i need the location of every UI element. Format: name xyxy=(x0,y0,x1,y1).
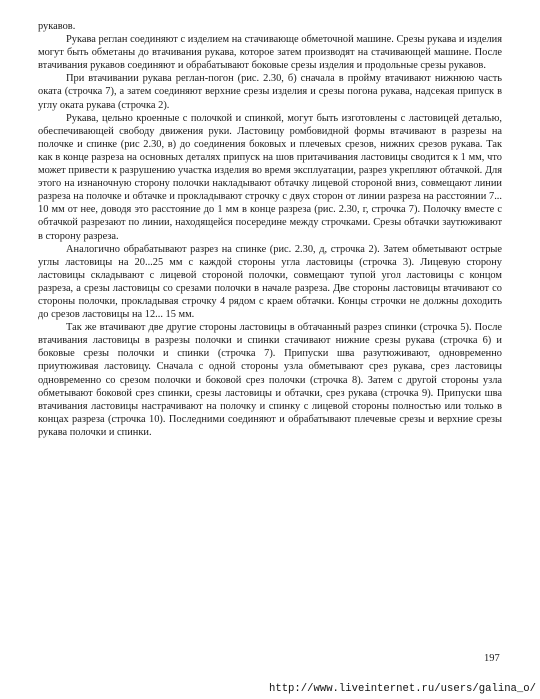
footer-url: http://www.liveinternet.ru/users/galina_o/ xyxy=(268,683,536,695)
paragraph-back-slit: Аналогично обрабатывают разрез на спинке (рис. 2.30, д, строчка 2). Затем обметывают острые углы ластовицы на 20...25 мм с каждой стороны угла ластовицы (строчка 3). Лицевую сторону ластовицы складывают с лицевой стороной полочки, совмещают тупой угол ластовицы с концом разреза, а срезы ластовицы со срезами полочки в начале разреза. Две стороны ластовицы втачивают со стороны полочки, прокладывая строчку 4 рядом с краем обтачки. Концы строчки не должны доходить до срезов ластовицы на 12... 15 мм. xyxy=(38,243,502,321)
paragraph-other-sides: Так же втачивают две другие стороны ластовицы в обтачанный разрез спинки (строчка 5). После втачивания ластовицы в разрезы полочки и спинки стачивают нижние срезы рукава (строчка 6) и боковые срезы полочки и спинки (строчка 7). Припуски шва разутюживают, одновременно приутюживая ластовицу. Сначала с одной стороны узла обметывают срез рукава, срез ластовицы одновременно со срезом полочки и боковой срез полочки (строчка 8). Затем с другой стороны узла обметывают боковой срез спинки, срезы ластовицы и обтачки, срез рукава (строчка 9). Припуски шва втачивания ластовицы настрачивают на полочку и спинку с лицевой стороны полностью или только в концах разреза (строчка 10). Последними соединяют и обрабатывают плечевые срезы и верхние срезы рукава полочки и спинки. xyxy=(38,322,502,438)
paragraph-gusset: Рукава, цельно кроенные с полочкой и спинкой, могут быть изготовлены с ластовицей деталью, обеспечивающей свободу движения руки. Ластовицу ромбовидной формы втачивают в разрезы на полочке и спинке (рис 2.30, в) до соединения боковых и плечевых срезов, нижних срезов рукава. Так как в конце разреза на основных деталях припуск на шов притачивания ластовицы сводится к 1 мм, что может привести к разрушению участка изделия во время эксплуатации, разрез укрепляют обтачкой. Для этого на изнаночную сторону полочки накладывают обтачку лицевой стороной вниз, совмещают линии разреза на полочке и обтачке и прокладывают строчку с двух сторон от линии разреза на расстоянии 7... 10 мм от нее, доводя это расстояние до 1 мм в конце разреза (рис. 2.30, г, строчка 7). Полочку вместе с обтачкой разрезают по линии, находящейся посередине между строчками. Срезы обтачки заутюживают в сторону разреза. xyxy=(38,112,502,242)
page-number: 197 xyxy=(484,653,500,664)
paragraph-continuation: рукавов. xyxy=(38,21,76,32)
paragraph-raglan: Рукава реглан соединяют с изделием на стачивающе обметочной машине. Срезы рукава и изделия могут быть обметаны до втачивания рукава, которое затем производят на стачивающей машине. После втачивания рукавов соединяют и обрабатывают боковые срезы изделия и продольные срезы рукавов. xyxy=(38,34,502,72)
paragraph-raglan-pogon: При втачивании рукава реглан-погон (рис. 2.30, б) сначала в пройму втачивают нижнюю часть оката (строчка 7), а затем соединяют верхние срезы изделия и срезы погона рукава, надсекая припуск в углу оката рукава (строчка 2). xyxy=(38,73,502,111)
document-page xyxy=(38,20,502,439)
